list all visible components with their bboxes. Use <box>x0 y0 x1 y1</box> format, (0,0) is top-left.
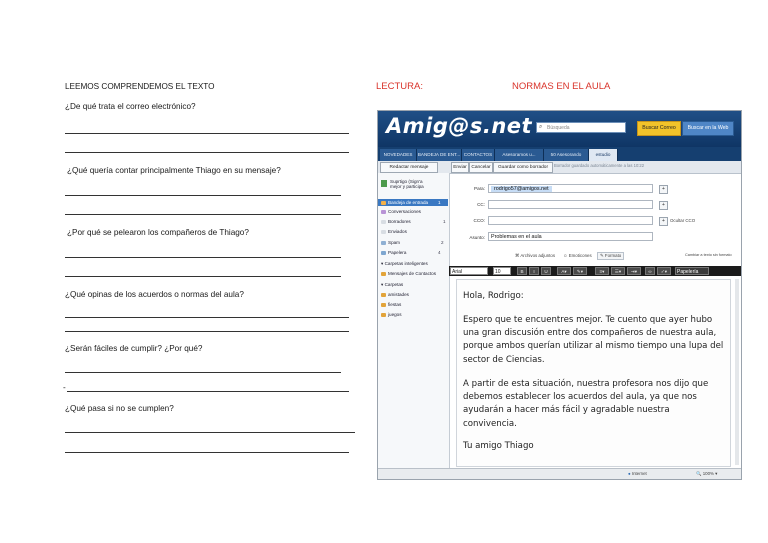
spam-icon <box>381 241 386 245</box>
sent-icon <box>381 230 386 234</box>
email-app-screenshot <box>377 110 742 480</box>
answer-line <box>65 452 349 453</box>
folder-icon <box>381 303 386 307</box>
search-icon: ⌕ <box>539 124 543 130</box>
hide-bcc-link[interactable]: Ocultar CCO <box>670 218 696 223</box>
search-mail-button[interactable]: Buscar Correo <box>637 121 681 136</box>
sidebar-item-folders[interactable]: ▾ Carpetas <box>381 282 404 287</box>
sidebar-item-drafts[interactable] <box>381 219 411 224</box>
tab-asesorando[interactable]: 50 Asesorando <box>544 149 589 161</box>
answer-line <box>65 331 349 332</box>
conversations-icon <box>381 210 386 214</box>
sidebar-item-trash[interactable] <box>381 250 406 255</box>
question-6: ¿Qué pasa si no se cumplen? <box>65 404 174 413</box>
format-label: Formato <box>604 253 622 258</box>
message-scrollbar[interactable] <box>735 279 739 465</box>
format-link[interactable]: ✎ Formato <box>597 252 624 260</box>
trash-count: 4 <box>438 250 441 255</box>
answer-line <box>65 372 341 373</box>
question-5: ¿Serán fáciles de cumplir? ¿Por qué? <box>65 344 203 353</box>
save-draft-button[interactable]: Guardar como borrador <box>493 162 553 173</box>
inbox-count: 1 <box>438 200 441 205</box>
font-size-select[interactable]: 10 <box>493 267 511 275</box>
search-web-button[interactable]: Buscar en la Web <box>682 121 734 136</box>
drafts-count: 1 <box>443 219 446 224</box>
folder-icon <box>381 293 386 297</box>
stationery-button[interactable]: Papelería <box>675 267 709 275</box>
indent-button[interactable]: ⇥▾ <box>627 267 641 275</box>
answer-line <box>65 133 349 134</box>
attach-link[interactable]: ⌘ Archivos adjuntos <box>515 253 556 258</box>
cancel-button[interactable]: Cancelar <box>469 162 493 173</box>
sidebar-item-sent[interactable] <box>381 229 407 234</box>
align-button[interactable]: ≡▾ <box>595 267 609 275</box>
sidebar-item-label: Borradores <box>388 219 411 224</box>
sidebar-item-label: Mensajes de Contactos <box>388 271 437 276</box>
sidebar-item-label: fiestas <box>388 302 402 307</box>
message-body[interactable] <box>456 279 731 467</box>
answer-line <box>65 317 349 318</box>
tab-novedades[interactable]: NOVEDADES <box>380 149 417 161</box>
internet-zone <box>628 471 647 476</box>
message-greeting: Hola, Rodrigo: <box>463 291 524 301</box>
sidebar-item-label: Conversaciones <box>388 209 421 214</box>
subject-label: Asunto: <box>469 235 485 240</box>
question-3: ¿Por qué se pelearon los compañeros de Thiago? <box>67 228 249 237</box>
draft-note: Borrador guardado automáticamente a las 10:22 <box>554 163 645 168</box>
sidebar-item-label: Carpetas inteligentes <box>384 261 428 266</box>
to-label: Para: <box>474 186 485 191</box>
zoom-level[interactable]: 🔍 100% ▾ <box>696 471 718 476</box>
dash-mark: - <box>63 383 66 392</box>
sidebar-item-label: Enviados <box>388 229 407 234</box>
reading-label: LECTURA: <box>376 81 423 92</box>
message-paragraph-1: Espero que te encuentres mejor. Te cuento que ayer hubo una gran discusión entre dos compañeros de nuestra aula, porque ambos querían utilizar al mismo tiempo una lupa del sector de Ciencias. <box>463 315 724 365</box>
sidebar-item-friends[interactable] <box>381 292 409 297</box>
add-bcc-button[interactable]: + <box>659 217 668 226</box>
promo-icon <box>381 180 387 187</box>
add-to-button[interactable]: + <box>659 185 668 194</box>
tab-bandeja[interactable]: BANDEJA DE ENT... <box>417 149 462 161</box>
sidebar-item-conversations[interactable] <box>381 209 421 214</box>
status-bar <box>378 468 741 480</box>
folder-icon <box>381 313 386 317</box>
inbox-icon <box>381 201 386 205</box>
sidebar-item-label: amistades <box>388 292 409 297</box>
emoticons-label: Emoticones <box>568 253 592 258</box>
app-header <box>378 111 741 147</box>
list-button[interactable]: ☰▾ <box>611 267 625 275</box>
sidebar <box>378 173 450 479</box>
send-button[interactable]: Enviar <box>451 162 469 173</box>
trash-icon <box>381 251 386 255</box>
plain-text-link[interactable]: Cambiar a texto sin formato <box>685 253 732 257</box>
bcc-label: CCO: <box>473 218 485 223</box>
cc-field[interactable] <box>488 200 653 209</box>
nav-tabs <box>378 147 741 161</box>
sidebar-item-contact-messages[interactable] <box>381 271 436 276</box>
spam-count: 2 <box>441 240 444 245</box>
italic-button[interactable]: I <box>529 267 539 275</box>
sidebar-item-label: juegos <box>388 312 402 317</box>
add-cc-button[interactable]: + <box>659 201 668 210</box>
zone-label: Internet <box>631 471 647 476</box>
link-button[interactable]: ∞ <box>645 267 655 275</box>
sidebar-item-smart-folders[interactable]: ▾ Carpetas inteligentes <box>381 261 428 266</box>
question-1: ¿De qué trata el correo electrónico? <box>65 102 196 111</box>
globe-icon: ● <box>628 471 631 476</box>
sidebar-item-parties[interactable] <box>381 302 401 307</box>
answer-line <box>67 391 349 392</box>
font-family-select[interactable]: Arial <box>450 267 488 275</box>
tab-estudio[interactable]: estudio <box>589 149 618 161</box>
tab-asesoramos[interactable]: Asesoramos u... <box>495 149 544 161</box>
message-signature: Tu amigo Thiago <box>463 441 534 451</box>
answer-line <box>65 214 341 215</box>
recipient-chip[interactable]: rodrigo57@amigos.net <box>491 186 552 192</box>
to-field[interactable] <box>488 184 653 193</box>
sidebar-item-label: Carpetas <box>384 282 404 287</box>
worksheet-heading: LEEMOS COMPRENDEMOS EL TEXTO <box>65 82 215 91</box>
bold-button[interactable]: B <box>517 267 527 275</box>
sidebar-item-label: Bandeja de entrada <box>388 200 429 205</box>
format-toolbar <box>449 266 741 276</box>
sidebar-item-games[interactable] <box>381 312 402 317</box>
drafts-icon <box>381 220 386 224</box>
app-logo: Amig@s.net <box>386 114 533 138</box>
sidebar-promo[interactable] <box>381 179 431 189</box>
message-paragraph-2: A partir de esta situación, nuestra profesora nos dijo que debemos establecer los acuerdos del aula, ya que nos ayudarán a hacer más fácil y agradable nuestra convivencia. <box>463 379 709 429</box>
question-4: ¿Qué opinas de los acuerdos o normas del aula? <box>65 290 244 299</box>
check-button[interactable]: ✓▾ <box>657 267 671 275</box>
underline-button[interactable]: U <box>541 267 551 275</box>
answer-line <box>65 152 349 153</box>
attach-label: Archivos adjuntos <box>520 253 556 258</box>
compose-button[interactable]: Redactar mensaje <box>380 162 438 173</box>
sidebar-item-spam[interactable] <box>381 240 400 245</box>
answer-line <box>65 257 341 258</box>
cc-label: CC: <box>477 202 485 207</box>
highlight-button[interactable]: ✎▾ <box>573 267 587 275</box>
text-color-button[interactable]: A▾ <box>557 267 571 275</box>
answer-line <box>65 276 341 277</box>
contacts-folder-icon <box>381 272 386 276</box>
emoticons-link[interactable]: ☺ Emoticones <box>563 253 592 258</box>
subject-field[interactable]: Problemas en el aula <box>488 232 653 241</box>
sidebar-item-label: Spam <box>388 240 401 245</box>
promo-text: Suprtigo (Sign'a mejor y participa <box>390 179 424 189</box>
zoom-label: 100% <box>702 471 714 476</box>
answer-line <box>65 432 355 433</box>
answer-line <box>65 195 341 196</box>
sidebar-item-label: Papelera <box>388 250 407 255</box>
bcc-field[interactable] <box>488 216 653 225</box>
search-input[interactable]: Búsqueda <box>536 122 626 133</box>
tab-contactos[interactable]: CONTACTOS <box>462 149 495 161</box>
reading-title: NORMAS EN EL AULA <box>512 81 611 92</box>
question-2: ¿Qué quería contar principalmente Thiago en su mensaje? <box>67 166 281 175</box>
